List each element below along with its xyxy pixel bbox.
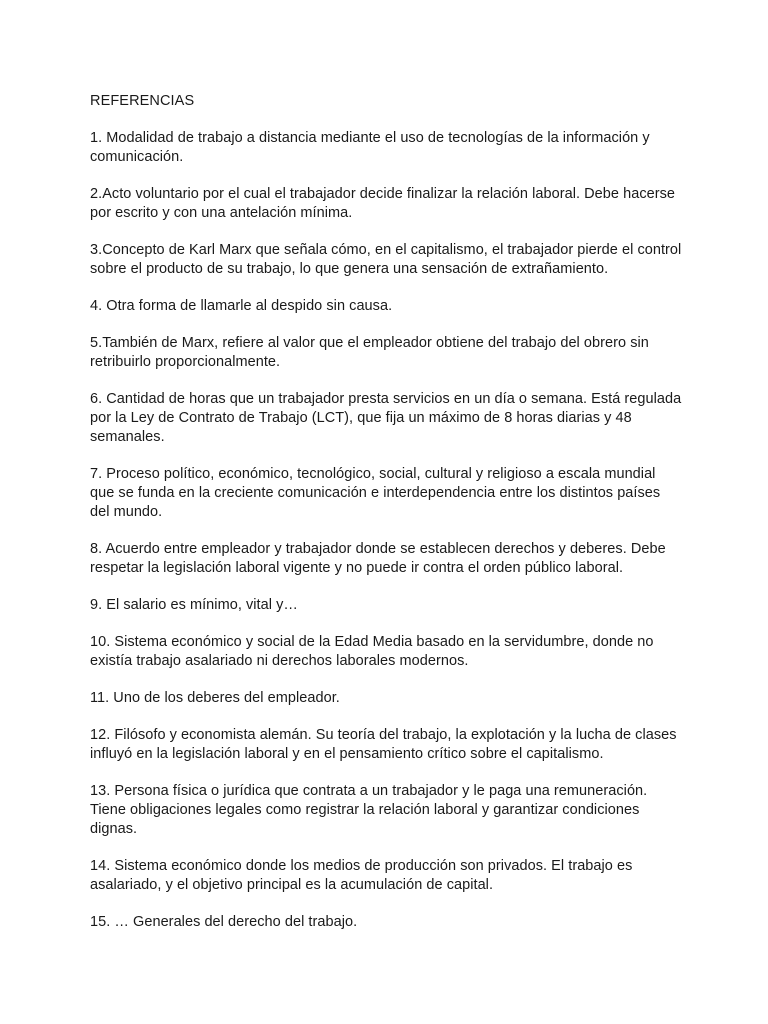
reference-item-14: 14. Sistema económico donde los medios de producción son privados. El trabajo es asalariado, y el objetivo principal es la acumulación de capital. [90, 858, 633, 893]
reference-item-13: 13. Persona física o jurídica que contrata a un trabajador y le paga una remuneración. Tiene obligaciones legales como registrar la relación laboral y garantizar condiciones dignas. [90, 783, 648, 837]
references-list [90, 129, 682, 932]
reference-item-9: 9. El salario es mínimo, vital y… [90, 597, 298, 613]
reference-item-5: 5.También de Marx, refiere al valor que el empleador obtiene del trabajo del obrero sin retribuirlo proporcionalmente. [90, 335, 649, 370]
reference-item-7: 7. Proceso político, económico, tecnológico, social, cultural y religioso a escala mundial que se funda en la creciente comunicación e interdependencia entre los distintos países del mundo. [90, 466, 661, 520]
reference-item-4: 4. Otra forma de llamarle al despido sin causa. [90, 298, 393, 314]
reference-item-6: 6. Cantidad de horas que un trabajador presta servicios en un día o semana. Está regulada por la Ley de Contrato de Trabajo (LCT), que fija un máximo de 8 horas diarias y 48 semanales. [90, 391, 682, 445]
reference-item-10: 10. Sistema económico y social de la Edad Media basado en la servidumbre, donde no existía trabajo asalariado ni derechos laborales modernos. [90, 634, 654, 669]
reference-item-3: 3.Concepto de Karl Marx que señala cómo, en el capitalismo, el trabajador pierde el control sobre el producto de su trabajo, lo que genera una sensación de extrañamiento. [90, 242, 682, 277]
reference-item-11: 11. Uno de los deberes del empleador. [90, 690, 340, 706]
reference-item-15: 15. … Generales del derecho del trabajo. [90, 914, 358, 930]
reference-item-8: 8. Acuerdo entre empleador y trabajador donde se establecen derechos y deberes. Debe respetar la legislación laboral vigente y no puede ir contra el orden público laboral. [90, 541, 666, 576]
reference-item-1: 1. Modalidad de trabajo a distancia mediante el uso de tecnologías de la información y comunicación. [90, 130, 650, 165]
reference-item-2: 2.Acto voluntario por el cual el trabajador decide finalizar la relación laboral. Debe hacerse por escrito y con una antelación mínima. [90, 186, 676, 221]
references-heading: REFERENCIAS [90, 93, 195, 109]
document-page [90, 92, 682, 950]
reference-item-12: 12. Filósofo y economista alemán. Su teoría del trabajo, la explotación y la lucha de clases influyó en la legislación laboral y en el pensamiento crítico sobre el capitalismo. [90, 727, 677, 762]
